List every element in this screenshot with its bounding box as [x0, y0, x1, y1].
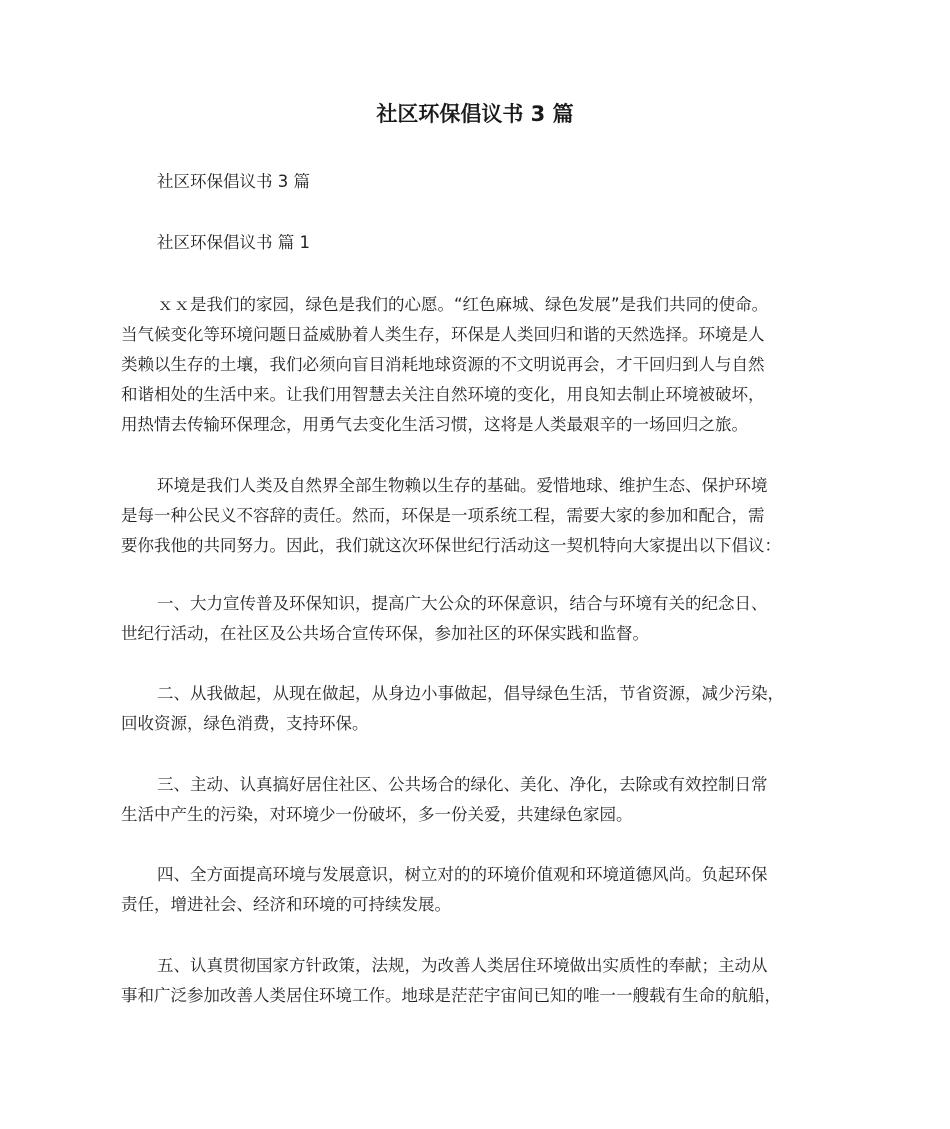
paragraph-line: 三、主动、认真搞好居住社区、公共场合的绿化、美化、净化，去除或有效控制日常 — [157, 775, 768, 794]
paragraph-line: 当气候变化等环境问题日益威胁着人类生存，环保是人类回归和谐的天然选择。环境是人 — [121, 325, 765, 344]
paragraph-line: 二、从我做起，从现在做起，从身边小事做起，倡导绿色生活，节省资源，减少污染， — [157, 684, 784, 703]
paragraph-line: 回收资源，绿色消费，支持环保。 — [121, 714, 369, 733]
document-title: 社区环保倡议书 3 篇 — [376, 102, 574, 126]
paragraph-2 — [121, 471, 841, 561]
paragraph-line: 生活中产生的污染，对环境少一份破坏，多一份关爱，共建绿色家园。 — [121, 805, 633, 824]
paragraph-5 — [121, 770, 841, 830]
paragraph-line: 和谐相处的生活中来。让我们用智慧去关注自然环境的变化，用良知去制止环境被破坏， — [121, 385, 765, 404]
paragraph-line: 事和广泛参加改善人类居住环境工作。地球是茫茫宇宙间已知的唯一一艘载有生命的航船， — [121, 986, 781, 1005]
paragraph-3 — [121, 589, 841, 649]
paragraph-line: 一、大力宣传普及环保知识，提高广大公众的环保意识，结合与环境有关的纪念日、 — [157, 594, 768, 613]
paragraph-line: 要你我他的共同努力。因此，我们就这次环保世纪行活动这一契机特向大家提出以下倡议： — [121, 536, 781, 555]
paragraph-6 — [121, 860, 841, 920]
paragraph-line: 是每一种公民义不容辞的责任。然而，环保是一项系统工程，需要大家的参加和配合，需 — [121, 506, 765, 525]
section-heading: 社区环保倡议书 篇 1 — [157, 233, 310, 252]
paragraph-4 — [121, 679, 841, 739]
document-subtitle: 社区环保倡议书 3 篇 — [157, 172, 310, 191]
paragraph-7 — [121, 951, 841, 1011]
paragraph-1 — [121, 290, 841, 440]
paragraph-line: 用热情去传输环保理念，用勇气去变化生活习惯，这将是人类最艰辛的一场回归之旅。 — [121, 415, 748, 434]
paragraph-line: 类赖以生存的土壤，我们必须向盲目消耗地球资源的不文明说再会，才干回归到人与自然 — [121, 355, 765, 374]
paragraph-line: 责任，增进社会、经济和环境的可持续发展。 — [121, 895, 451, 914]
paragraph-line: 环境是我们人类及自然界全部生物赖以生存的基础。爱惜地球、维护生态、保护环境 — [157, 476, 768, 495]
paragraph-line: 五、认真贯彻国家方针政策，法规，为改善人类居住环境做出实质性的奉献；主动从 — [157, 956, 768, 975]
paragraph-line: ｘｘ是我们的家园，绿色是我们的心愿。“红色麻城、绿色发展”是我们共同的使命。 — [157, 295, 769, 314]
paragraph-line: 世纪行活动，在社区及公共场合宣传环保，参加社区的环保实践和监督。 — [121, 624, 649, 643]
paragraph-line: 四、全方面提高环境与发展意识，树立对的的环境价值观和环境道德风尚。负起环保 — [157, 865, 768, 884]
